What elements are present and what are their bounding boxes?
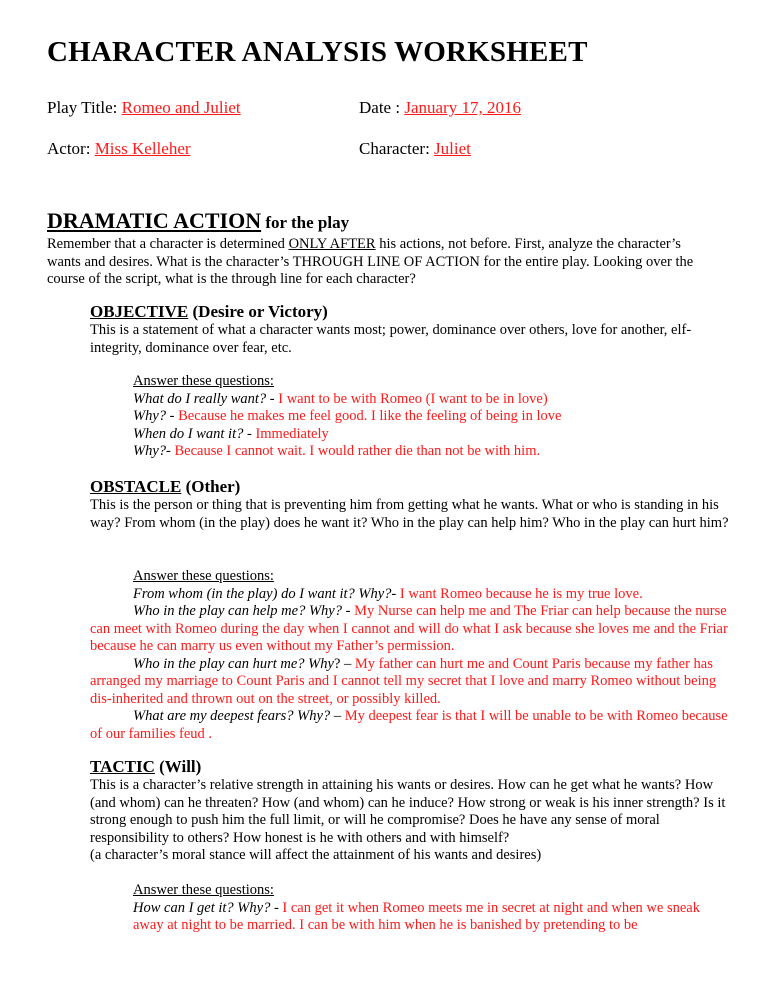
actor-field: [47, 139, 191, 159]
tactic-q1-text: How can I get it? Why?: [133, 899, 274, 916]
tactic-title: TACTIC: [90, 757, 155, 776]
objective-q2: [133, 408, 733, 426]
date-field: [359, 98, 521, 118]
tactic-description-text: This is a character’s relative strength in attaining his wants or desires. How can he get what he wants? How (and whom) can he threaten? How (and whom) can he induce? How strong or weak is his inner strength? Is it strong enough to push him the full limit, or will he compromise? Does he have any sense of moral responsibility to others? How honest is he with others and with himself?: [90, 777, 726, 846]
objective-q3: [133, 426, 733, 444]
obstacle-a2: My Nurse can help me and The Friar can help because the nurse can meet with Romeo during the day when I cannot and will do what I ask because she loves me and the Friar because he can marry us even without my Father’s permission.: [90, 603, 728, 654]
play-title-value: Romeo and Juliet: [121, 98, 241, 117]
obstacle-q1-text: From whom (in the play) do I want it? Why?: [133, 585, 392, 602]
play-title-field: [47, 98, 241, 118]
objective-q1: [133, 391, 733, 409]
tactic-description: [90, 777, 730, 865]
obstacle-q4-text: What are my deepest fears? Why?: [133, 708, 331, 724]
play-title-label: Play Title:: [47, 98, 122, 117]
actor-value: Miss Kelleher: [94, 139, 191, 158]
date-label: Date :: [359, 98, 405, 117]
dramatic-action-heading: [47, 208, 349, 234]
obstacle-title: OBSTACLE: [90, 477, 182, 496]
objective-a1: I want to be with Romeo (I want to be in love): [278, 390, 548, 407]
tactic-answer-label-text: Answer these questions:: [133, 882, 274, 898]
objective-q4-text: Why?: [133, 443, 167, 459]
objective-a4-dash: -: [166, 443, 175, 459]
tactic-description-note: (a character’s moral stance will affect the attainment of his wants and desires): [90, 847, 542, 863]
obstacle-q2: [90, 603, 730, 656]
page-title: CHARACTER ANALYSIS WORKSHEET: [47, 36, 588, 68]
obstacle-q3: [90, 656, 730, 709]
date-value: January 17, 2016: [404, 98, 521, 117]
tactic-heading: [90, 757, 201, 777]
actor-label: Actor:: [47, 139, 95, 158]
dramatic-action-title: DRAMATIC ACTION: [47, 208, 262, 233]
objective-a3: Immediately: [255, 425, 329, 442]
obstacle-a4: My deepest fear is that I will be unable to be with Romeo because of our families feud .: [90, 708, 728, 742]
character-label: Character:: [359, 139, 435, 158]
objective-a3-dash: -: [246, 425, 256, 442]
obstacle-q4: [90, 708, 730, 743]
obstacle-q3-text: Who in the play can hurt me? Why: [133, 655, 334, 672]
obstacle-a3-dash: ? –: [333, 655, 355, 672]
dramatic-action-suffix: for the play: [261, 213, 350, 232]
objective-answers: [133, 373, 733, 461]
obstacle-heading: [90, 477, 240, 497]
tactic-q1: [133, 900, 733, 935]
dramatic-action-intro: [47, 236, 707, 289]
objective-a2: Because he makes me feel good. I like the feeling of being in love: [178, 408, 562, 424]
tactic-a1: I can get it when Romeo meets me in secret at night and when we sneak away at night to be married. I can be with him when he is banished by pretending to be: [133, 899, 700, 933]
obstacle-suffix: (Other): [181, 477, 241, 496]
tactic-answer-label: [133, 882, 274, 900]
objective-suffix: (Desire or Victory): [188, 302, 328, 321]
intro-text-2: his actions, not before. First, analyze the character’s wants and desires. What is the character’s THROUGH LINE OF ACTION for the entire play. Looking over the course of the script, what is the through line for each character?: [47, 236, 694, 287]
objective-q4: [133, 443, 733, 461]
objective-answer-label: Answer these questions:: [133, 373, 274, 389]
obstacle-a1: I want Romeo because he is my true love.: [399, 585, 643, 602]
tactic-a1-dash: -: [273, 899, 283, 916]
obstacle-a3: My father can hurt me and Count Paris because my father has arranged my marriage to Count Paris and I cannot tell my secret that I love and marry Romeo without being dis-inherited and thrown out on the street, or possibly killed.: [90, 655, 717, 707]
obstacle-answer-label: [133, 568, 274, 586]
objective-a4: Because I cannot wait. I would rather die than not be with him.: [174, 443, 541, 459]
tactic-suffix: (Will): [154, 757, 202, 776]
obstacle-q1: [90, 586, 730, 604]
obstacle-a2-dash: -: [345, 603, 355, 619]
obstacle-a4-dash: –: [330, 708, 345, 724]
objective-q3-text: When do I want it?: [133, 425, 247, 442]
objective-title: OBJECTIVE: [90, 302, 189, 321]
obstacle-a1-dash: -: [391, 585, 400, 602]
intro-text-1: Remember that a character is determined: [47, 236, 289, 252]
character-value: Juliet: [434, 139, 471, 158]
obstacle-q2-text: Who in the play can help me? Why?: [133, 603, 346, 619]
intro-underlined: ONLY AFTER: [288, 236, 376, 252]
objective-heading: [90, 302, 328, 322]
obstacle-answer-label-text: Answer these questions:: [133, 568, 274, 584]
objective-description: This is a statement of what a character wants most; power, dominance over others, love for another, elf-integrity, dominance over fear, etc.: [90, 322, 692, 356]
objective-q1-text: What do I really want? -: [133, 390, 279, 407]
character-field: [359, 139, 471, 159]
obstacle-description: This is the person or thing that is preventing him from getting what he wants. What or who is standing in his way? From whom (in the play) does he want it? Who in the play can help him? Who in the play can hurt him?: [90, 497, 729, 531]
objective-q2-text: Why? -: [133, 408, 179, 424]
